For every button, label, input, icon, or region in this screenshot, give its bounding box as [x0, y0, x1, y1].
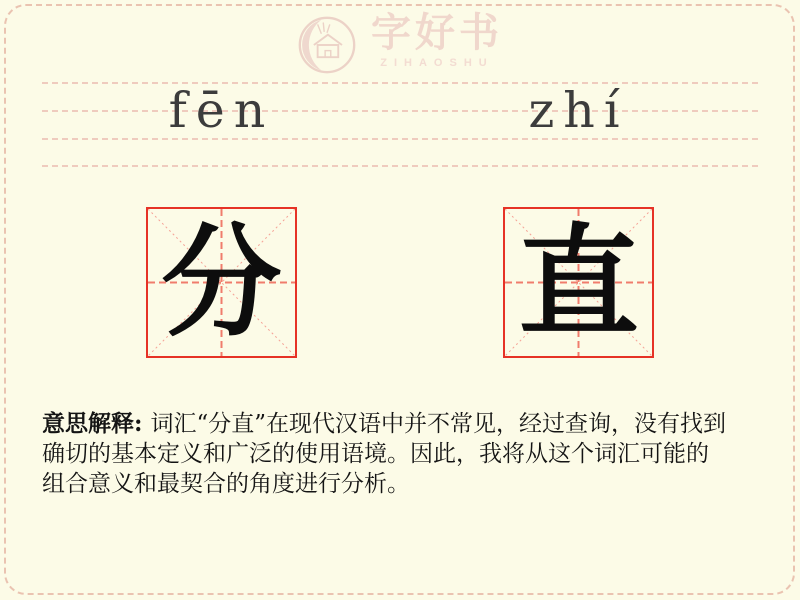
brand-header: [0, 9, 800, 75]
brand-text-block: [371, 9, 503, 69]
mizige-box-zhi: [503, 207, 654, 358]
mizige-box-fen: [146, 207, 297, 358]
pinyin-zhi: zhí: [528, 82, 629, 139]
brand-subtitle: ZIHAOSHU: [380, 57, 494, 69]
pinyin-guideline: [42, 138, 758, 140]
zihaoshu-seal-icon: [297, 15, 357, 75]
explanation-label: 意思解释:: [42, 410, 143, 437]
pinyin-guideline: [42, 165, 758, 167]
pinyin-guideline: [42, 82, 758, 84]
pinyin-fen: fēn: [168, 82, 275, 139]
hanzi-fen: 分: [161, 211, 282, 353]
hanzi-zhi: 直: [518, 211, 639, 353]
explanation-text: 词汇“分直”在现代汉语中并不常见，经过查询，没有找到确切的基本定义和广泛的使用语境。因此，我将从这个词汇可能的组合意义和最契合的角度进行分析。: [42, 411, 727, 497]
meaning-explanation: [42, 409, 730, 499]
brand-name: 字好书: [371, 9, 503, 56]
card-dashed-border: [4, 4, 795, 595]
